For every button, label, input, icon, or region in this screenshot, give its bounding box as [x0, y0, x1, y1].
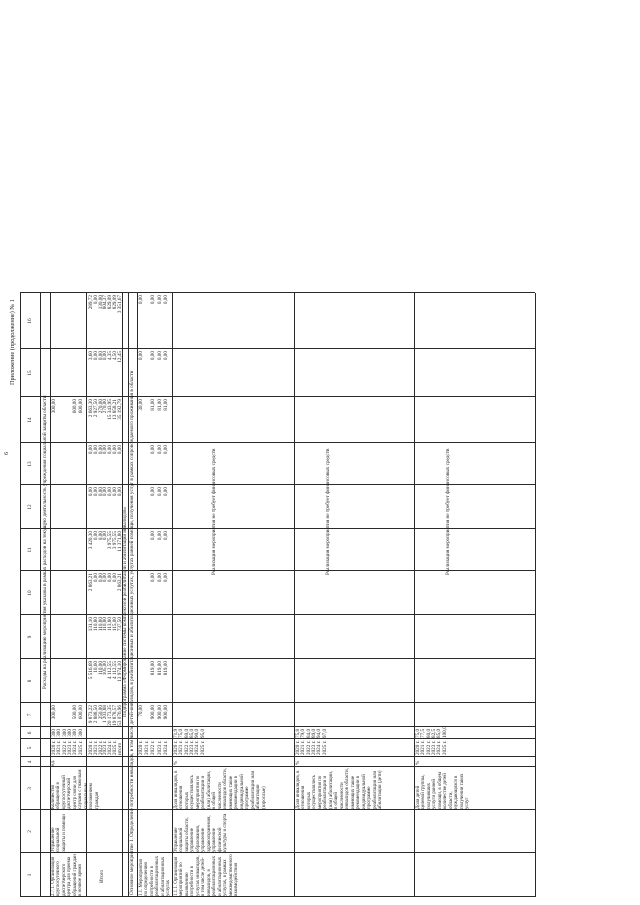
value-cell: 5 516,69 [88, 661, 94, 680]
value-cell: 0,00 [150, 531, 157, 541]
col-number: 13 [27, 461, 33, 467]
year-cell: 2025 г. [441, 740, 448, 755]
year-cell: 2024 г. [107, 740, 114, 755]
col-number: 5 [27, 746, 33, 750]
row-113-unit: % [415, 760, 421, 765]
row-111-executor: Управление социальной защиты области, управление образования, управление здравоохранения, управление физической культуры и спорта [174, 813, 229, 852]
value-cell: 0,00 [162, 295, 169, 305]
column-rule [20, 528, 535, 529]
main-event-title: Основное мероприятие 1. Определение потребности инвалидов, в том числе детей-инвалидов, в реабилитационных и абилитационных услугах, услугах ранней помощи, получения услуг в рамках сопровождаемого проживания в области [129, 370, 135, 895]
row-11-title: 1.1. Мероприятия по определению потребности в реабилитационных и абилитационных услугах [139, 855, 172, 896]
value-cell: 0,00 [92, 573, 99, 583]
col-number: 11 [27, 547, 33, 553]
year-cell: 2024 г. [194, 740, 201, 755]
column-rule [20, 896, 535, 897]
column-rule [20, 396, 535, 397]
value-cell: 110,00 [97, 661, 104, 676]
year-cell: 2021 г. [92, 740, 99, 755]
value-cell: 110,80 [97, 617, 104, 632]
year-cell: 2023 г. [188, 740, 195, 755]
value-cell: 3,60 [88, 351, 94, 361]
year-cell: 2022 г. [305, 740, 312, 755]
row-112-indicator: Доля инвалидов, в отношении которых осуществлялись мероприятия по реабилитации и (или) абилитации, в общей численности инвалидов области, имеющих такие рекомендации в индивидуальной программе реабилитации или абилитации (дети) [296, 768, 384, 809]
value-cell: 0,00 [138, 295, 144, 305]
value-cell: 270,00 [102, 399, 109, 414]
value-cell: 75,0 [178, 728, 185, 738]
value-cell: 300,00 [51, 705, 57, 720]
value-cell: 737,50 [116, 617, 123, 632]
value-cell: 75,8 [295, 728, 301, 738]
row-271-indicator: Количество обращений в круглосуточный диспетчерский центр связи для случаев с тяжелым социальным положением граждан [51, 769, 100, 809]
value-cell: 0,00 [102, 573, 109, 583]
column-rule [20, 702, 535, 703]
value-cell: 2 863,21 [88, 573, 94, 592]
value-cell: 0,00 [97, 351, 104, 361]
column-rule [20, 484, 535, 485]
value-cell: 0,00 [102, 445, 109, 455]
itogo-label: Итого [99, 869, 105, 883]
year-cell: 2021 г. [300, 740, 307, 755]
value-cell: 3 351,67 [116, 295, 123, 314]
year-cell: 2023 г. [102, 740, 109, 755]
value-cell: 0,00 [92, 531, 99, 541]
value-cell: 1 203,88 [102, 705, 109, 724]
year-cell: 2022 г. [150, 740, 157, 755]
year-cell: 2024 г. [436, 740, 443, 755]
value-cell: 0,00 [138, 351, 144, 361]
value-cell: 300 [56, 729, 63, 737]
year-cell: 2025 г. [321, 740, 328, 755]
value-cell: 600,00 [77, 399, 84, 414]
page-number: 6 [4, 452, 10, 455]
value-cell: 3 975,55 [107, 531, 114, 550]
value-cell: 0,00 [150, 351, 157, 361]
value-cell: 20 173,35 [107, 705, 114, 726]
year-cell: 2024 г. [316, 740, 323, 755]
year-cell: 2021 г. [144, 740, 151, 755]
value-cell: 15 343,95 [107, 399, 114, 420]
value-cell: 95,0 [199, 728, 206, 738]
value-cell: 0,00 [97, 531, 104, 541]
value-cell: 0,00 [150, 445, 157, 455]
col-number: 8 [27, 679, 33, 683]
value-cell: 819,00 [150, 661, 157, 676]
value-cell: 19 878,57 [112, 705, 118, 726]
value-cell: 84,0 [305, 728, 312, 738]
col-number: 12 [27, 504, 33, 510]
value-cell: 0,00 [150, 487, 157, 497]
value-cell: 0,00 [97, 573, 104, 583]
year-cell: 2021 г. [56, 740, 63, 755]
value-cell: 4 112,55 [112, 661, 118, 679]
year-cell: 2022 г. [183, 740, 190, 755]
value-cell: 97,0 [321, 728, 328, 738]
value-cell: 829,09 [107, 295, 114, 310]
appendix-label: Приложение (продолжение) № 1 [9, 299, 16, 385]
value-cell: 0,00 [116, 487, 123, 497]
value-cell: 71,9 [173, 728, 179, 738]
table-top-rule [20, 293, 21, 897]
year-cell: 2025 г. [112, 740, 118, 755]
year-cell: 2024 г. [72, 740, 79, 755]
row-271-executor: Управление социальной защиты и помощи [51, 814, 67, 852]
value-cell: 900,00 [156, 705, 163, 720]
value-cell: 4,35 [107, 351, 114, 361]
col-number: 10 [27, 590, 33, 596]
year-cell: 2023 г. [156, 740, 163, 755]
value-cell: 13 974,10 [116, 661, 123, 682]
year-cell: 2023 г. [310, 740, 317, 755]
value-cell: 0,00 [162, 531, 169, 541]
row-rule [414, 293, 415, 897]
value-cell: 0,00 [107, 573, 114, 583]
year-cell: 2022 г. [97, 740, 104, 755]
value-cell: 0,00 [162, 351, 169, 361]
value-cell: 85,0 [436, 728, 443, 738]
value-cell: 100,0 [441, 726, 448, 738]
value-cell: 70,00 [138, 705, 144, 717]
row-rule [294, 293, 295, 897]
value-cell: 81,00 [150, 399, 157, 411]
year-cell: 2021 г. [420, 740, 427, 755]
year-cell: 2020 г. [295, 740, 301, 755]
value-cell: 94,0 [316, 728, 323, 738]
column-rule [20, 809, 535, 810]
value-cell: 0,00 [97, 445, 104, 455]
row-112-note: Реализация мероприятия не требует финансовых средств [325, 448, 331, 575]
subprogram-title: Подпрограмма «Формирование системы комплексной реабилитации и абилитации инвалидов» [121, 506, 128, 717]
value-cell: 804,37 [102, 295, 109, 310]
value-cell: 79,0 [300, 728, 307, 738]
row-111-title: 1.1.1. Организация мероприятий по выявлению потребности в услугах инвалидов, в том числе детей-инвалидов, в реабилитационных и абилитационных услугах, в рамках межведомственного взаимодействия [174, 854, 240, 896]
year-cell: 2020 г. [415, 740, 421, 755]
value-cell: 0,00 [150, 573, 157, 583]
value-cell: 2 863,21 [116, 573, 123, 592]
value-cell: 289,72 [88, 295, 94, 310]
value-cell: 35 192,79 [116, 399, 123, 420]
value-cell: 300,00 [51, 399, 57, 414]
value-cell: 0,00 [107, 445, 114, 455]
value-cell: 9 873,22 [88, 705, 94, 724]
row-113-indicator: Доля детей целевой группы, получивших услуги ранней помощи, в общем количестве детей области, нуждающихся в получении таких услуг [416, 772, 471, 809]
value-cell: 0,00 [112, 573, 118, 583]
col-number: 7 [27, 713, 33, 717]
table-bottom-rule [535, 293, 536, 897]
value-cell: 0,00 [107, 487, 114, 497]
column-rule [20, 614, 535, 615]
row-112-unit: % [295, 760, 301, 765]
value-cell: 0,00 [156, 295, 163, 305]
value-cell: 300 [77, 729, 84, 737]
col-number: 14 [27, 417, 33, 423]
value-cell: 90,0 [194, 728, 201, 738]
column-rule [20, 570, 535, 571]
value-cell: 75,0 [415, 728, 421, 738]
col-number: 9 [27, 635, 33, 639]
value-cell: 85,0 [188, 728, 195, 738]
year-cell: 2025 г. [77, 740, 84, 755]
value-cell: 900,00 [150, 705, 157, 720]
year-cell: 2023 г. [66, 740, 73, 755]
value-cell: 600,00 [72, 399, 79, 414]
col-number: 15 [27, 370, 33, 376]
column-rule [20, 738, 535, 739]
value-cell: 113,80 [107, 617, 114, 632]
value-cell: 0,00 [162, 573, 169, 583]
value-cell: 300 [51, 729, 57, 737]
value-cell: 0,00 [97, 487, 104, 497]
value-cell: 819,00 [162, 661, 169, 676]
value-cell: 82,5 [430, 728, 437, 738]
column-rule [20, 348, 535, 349]
value-cell: 0,00 [162, 445, 169, 455]
value-cell: 300 [66, 729, 73, 737]
year-cell: 2023 г. [430, 740, 437, 755]
value-cell: 2 888,50 [92, 705, 99, 724]
row-271-title: 2.7.1. Организация круглосуточного диспетчерского центра для приема обращений граждан в ночное время [51, 854, 84, 896]
value-cell: 0,00 [88, 445, 94, 455]
value-cell: 300 [61, 729, 68, 737]
row-113-note: Реализация мероприятия не требует финансовых средств [445, 448, 451, 575]
value-cell: 0,00 [112, 445, 118, 455]
value-cell: 110,80 [102, 617, 109, 632]
value-cell: 77,5 [420, 728, 427, 738]
value-cell: 250,00 [97, 705, 104, 720]
value-cell: 500,00 [72, 705, 79, 720]
col-number: 3 [27, 787, 33, 790]
value-cell: 12,45 [116, 351, 123, 363]
value-cell: 900,00 [162, 705, 169, 720]
column-rule [20, 852, 535, 853]
row-111-note: Реализация мероприятия не требует финансовых средств [211, 448, 217, 575]
value-cell: 0,00 [112, 487, 118, 497]
year-cell: 2020 г. [88, 740, 94, 755]
value-cell: 13 858,21 [112, 399, 118, 420]
value-cell: 131,10 [88, 617, 94, 632]
value-cell: 11 371,80 [116, 531, 123, 552]
value-cell: 0,00 [92, 295, 99, 305]
value-cell: 4,50 [112, 351, 118, 361]
header-bottom-rule [40, 293, 41, 897]
year-cell: итого [116, 742, 123, 755]
row-111-unit: % [173, 760, 179, 765]
col-number: 1 [27, 873, 33, 877]
value-cell: 53 076,96 [116, 705, 123, 726]
value-cell: 3 975,55 [112, 531, 118, 550]
year-cell: 2024 г. [162, 740, 169, 755]
column-rule [20, 658, 535, 659]
year-cell: 2022 г. [61, 740, 68, 755]
column-rule [20, 442, 535, 443]
column-rule [20, 292, 535, 293]
value-cell: 30,00 [138, 399, 144, 411]
col-number: 4 [27, 760, 33, 764]
value-cell: 81,00 [156, 399, 163, 411]
row-rule [172, 293, 173, 897]
value-cell: 829,09 [112, 295, 118, 310]
year-cell: 2020 г. [173, 740, 179, 755]
row-rule [137, 293, 138, 897]
year-cell: 2020 г. [51, 740, 57, 755]
value-cell: 0,00 [156, 531, 163, 541]
value-cell: 80,0 [183, 728, 190, 738]
value-cell: 105,00 [102, 661, 109, 676]
value-cell: 0,00 [150, 295, 157, 305]
value-cell: 0,00 [156, 573, 163, 583]
row-271-unit: ед. [50, 759, 56, 766]
col-number: 16 [27, 318, 33, 324]
value-cell: 0,00 [116, 445, 123, 455]
value-cell: 0,00 [92, 351, 99, 361]
col-number: 6 [27, 731, 33, 735]
year-cell: 2020 г. [138, 740, 144, 755]
value-cell: 89,0 [310, 728, 317, 738]
value-cell: 130,00 [97, 295, 104, 310]
value-cell: 10,60 [92, 661, 99, 673]
row-271-note: Расходы на реализацию мероприятия указаны в рамках расходов на текущую деятельность учреждения социальной защиты области [42, 395, 48, 689]
value-cell: 2 663,30 [88, 399, 94, 418]
value-cell: 0,00 [102, 351, 109, 361]
value-cell: 80,0 [425, 728, 432, 738]
value-cell: 0,00 [92, 487, 99, 497]
value-cell: 0,00 [156, 351, 163, 361]
value-cell: 819,00 [156, 661, 163, 676]
row-111-indicator: Доля инвалидов, в отношении которых осуществлялись мероприятия по реабилитации и (или) абилитации, в общей численности инвалидов области, имеющих такие рекомендации в индивидуальной программе реабилитации или абилитации (взрослые) [174, 768, 267, 809]
value-cell: 300 [72, 729, 79, 737]
year-cell: 2021 г. [178, 740, 185, 755]
value-cell: 0,00 [156, 487, 163, 497]
value-cell: 0,00 [156, 445, 163, 455]
value-cell: 3 420,30 [88, 531, 94, 550]
column-rule [20, 726, 535, 727]
value-cell: 0,00 [162, 487, 169, 497]
col-number: 2 [27, 830, 33, 833]
year-cell: 2022 г. [425, 740, 432, 755]
column-rule [20, 756, 535, 757]
value-cell: 0,00 [88, 487, 94, 497]
value-cell: 600,00 [77, 705, 84, 720]
value-cell: 110,80 [92, 617, 99, 632]
value-cell: 270,00 [97, 399, 104, 414]
value-cell: 0,00 [92, 445, 99, 455]
value-cell: 4 112,55 [107, 661, 114, 679]
value-cell: 2 927,50 [92, 399, 99, 418]
value-cell: 81,00 [162, 399, 169, 411]
value-cell: 115,00 [112, 617, 118, 632]
value-cell: 0,00 [102, 531, 109, 541]
year-cell: 2025 г. [199, 740, 206, 755]
value-cell: 0,00 [102, 487, 109, 497]
column-rule [20, 766, 535, 767]
